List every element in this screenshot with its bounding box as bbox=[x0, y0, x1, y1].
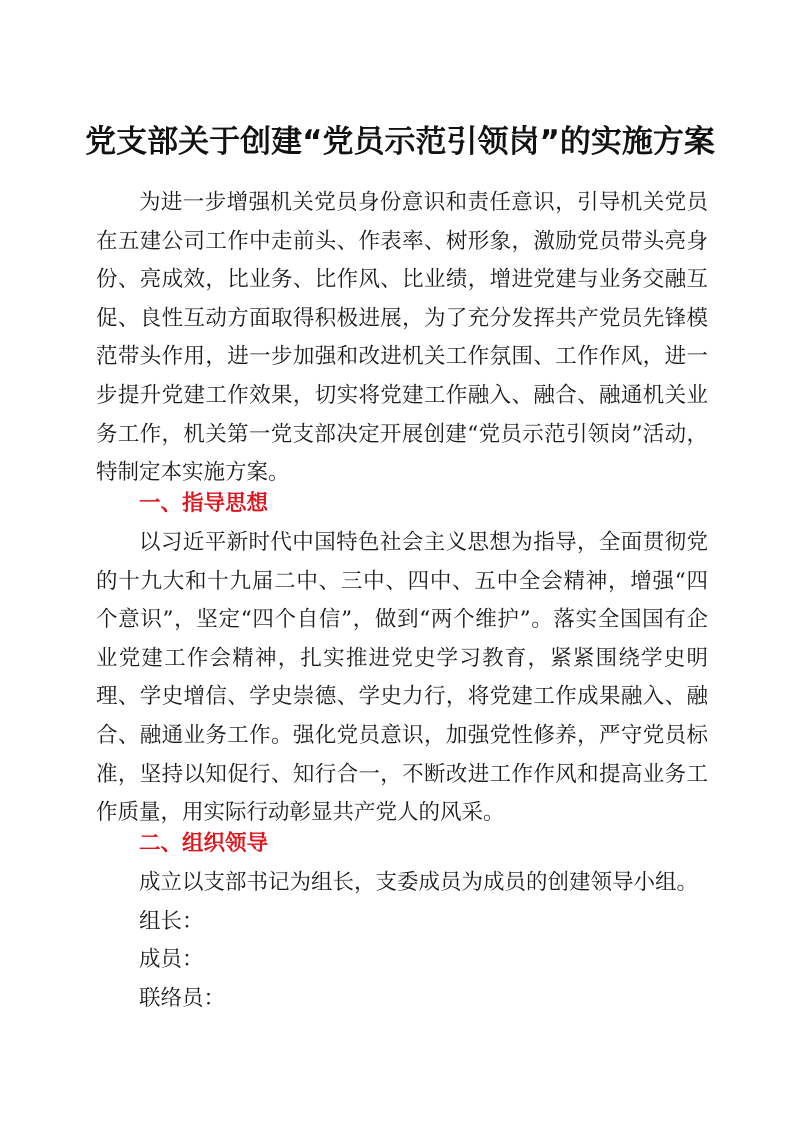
document-title: 党支部关于创建“党员示范引领岗”的实施方案 bbox=[85, 124, 715, 160]
section-heading-guiding-ideology: 一、指导思想 bbox=[139, 491, 269, 516]
members-label: 成员： bbox=[139, 947, 204, 972]
section-heading-organization: 二、组织领导 bbox=[139, 831, 269, 856]
liaison-label: 联络员： bbox=[139, 986, 226, 1011]
guiding-ideology-paragraph: 以习近平新时代中国特色社会主义思想为指导，全面贯彻党的十九大和十九届二中、三中、四中、五中全会精神，增强“四个意识”，坚定“四个自信”，做到“两个维护”。落实全国国有企业党建工作会精神，扎实推进党史学习教育，紧紧围绕学史明理、学史增信、学史崇德、学史力行，将党建工作成果融入、融合、融通业务工作。强化党员意识，加强党性修养，严守党员标准，坚持以知促行、知行合一，不断改进工作作风和提高业务工作质量，用实际行动彰显共产党人的风采。 bbox=[96, 530, 708, 826]
group-leader-label: 组长： bbox=[139, 909, 204, 934]
organization-line: 成立以支部书记为组长，支委成员为成员的创建领导小组。 bbox=[139, 870, 699, 895]
intro-paragraph: 为进一步增强机关党员身份意识和责任意识，引导机关党员在五建公司工作中走前头、作表率、树形象，激励党员带头亮身份、亮成效，比业务、比作风、比业绩，增进党建与业务交融互促、良性互动方面取得积极进展，为了充分发挥共产党员先锋模范带头作用，进一步加强和改进机关工作氛围、工作作风，进一步提升党建工作效果，切实将党建工作融入、融合、融通机关业务工作，机关第一党支部决定开展创建“党员示范引领岗”活动，特制定本实施方案。 bbox=[96, 190, 708, 486]
